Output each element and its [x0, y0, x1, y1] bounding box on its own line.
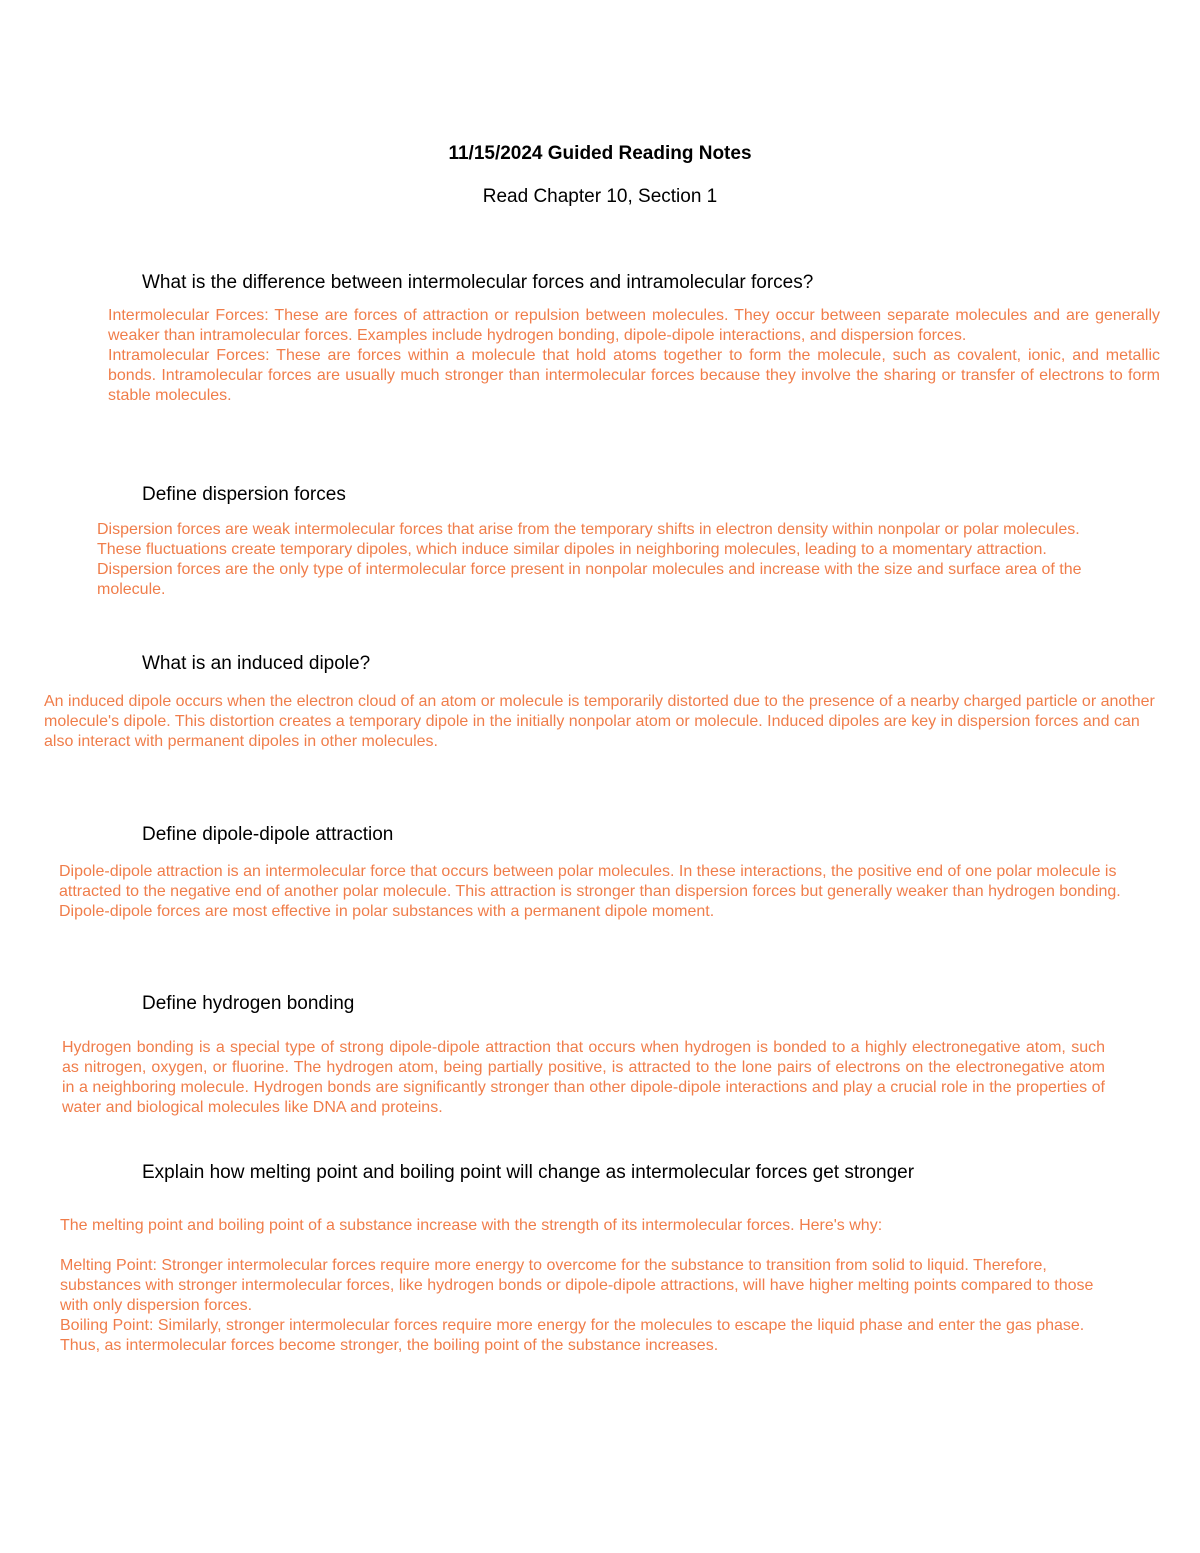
answer-1 — [108, 306, 1160, 406]
page-title: 11/15/2024 Guided Reading Notes — [448, 143, 752, 164]
answer-3-paragraph-1: An induced dipole occurs when the electron cloud of an atom or molecule is temporarily distorted due to the presence of a nearby charged particle or another molecule's dipole. This distortion creates a temporary dipole in the initially nonpolar atom or molecule. Induced dipoles are key in dispersion forces and can also interact with permanent dipoles in other molecules. — [44, 693, 1155, 750]
page-subtitle: Read Chapter 10, Section 1 — [482, 186, 718, 207]
question-1: What is the difference between intermolecular forces and intramolecular forces? — [142, 272, 814, 293]
question-5: Define hydrogen bonding — [142, 993, 355, 1014]
answer-5 — [62, 1038, 1105, 1118]
answer-6-paragraph-1: The melting point and boiling point of a substance increase with the strength of its intermolecular forces. Here's why: — [60, 1217, 883, 1234]
answer-6-paragraph-3: Boiling Point: Similarly, stronger intermolecular forces require more energy for the molecules to escape the liquid phase and enter the gas phase. Thus, as intermolecular forces become stronger, the boiling point of the substance increases. — [60, 1317, 1085, 1354]
answer-1-paragraph-1: Intermolecular Forces: These are forces of attraction or repulsion between molecules. They occur between separate molecules and are generally weaker than intramolecular forces. Examples include hydrogen bonding, dipole-dipole interactions, and dispersion forces. — [108, 307, 1160, 344]
question-4: Define dipole-dipole attraction — [142, 824, 394, 845]
question-3: What is an induced dipole? — [142, 653, 371, 674]
answer-5-paragraph-1: Hydrogen bonding is a special type of strong dipole-dipole attraction that occurs when hydrogen is bonded to a highly electronegative atom, such as nitrogen, oxygen, or fluorine. The hydrogen atom, being partially positive, is attracted to the lone pairs of electrons on the electronegative atom in a neighboring molecule. Hydrogen bonds are significantly stronger than other dipole-dipole interactions and play a crucial role in the properties of water and biological molecules like DNA and proteins. — [62, 1039, 1105, 1116]
answer-2-paragraph-1: Dispersion forces are weak intermolecular forces that arise from the temporary shifts in electron density within nonpolar or polar molecules. These fluctuations create temporary dipoles, which induce similar dipoles in neighboring molecules, leading to a momentary attraction. Dispersion forces are the only type of intermolecular force present in nonpolar molecules and increase with the size and surface area of the molecule. — [97, 521, 1082, 598]
answer-1-paragraph-2: Intramolecular Forces: These are forces within a molecule that hold atoms together to form the molecule, such as covalent, ionic, and metallic bonds. Intramolecular forces are usually much stronger than intermolecular forces because they involve the sharing or transfer of electrons to form stable molecules. — [108, 347, 1160, 404]
question-2: Define dispersion forces — [142, 484, 346, 505]
answer-6-paragraph-2: Melting Point: Stronger intermolecular forces require more energy to overcome for the substance to transition from solid to liquid. Therefore, substances with stronger intermolecular forces, like hydrogen bonds or dipole-dipole attractions, will have higher melting points compared to those with only dispersion forces. — [60, 1257, 1094, 1314]
answer-6 — [60, 1216, 1115, 1356]
answer-6-spacer — [60, 1236, 1115, 1256]
answer-4-paragraph-1: Dipole-dipole attraction is an intermolecular force that occurs between polar molecules. In these interactions, the positive end of one polar molecule is attracted to the negative end of another polar molecule. This attraction is stronger than dispersion forces but generally weaker than hydrogen bonding. Dipole-dipole forces are most effective in polar substances with a permanent dipole moment. — [59, 863, 1121, 920]
answer-2 — [97, 520, 1105, 600]
answer-3 — [44, 692, 1160, 752]
answer-4 — [59, 862, 1151, 922]
question-6: Explain how melting point and boiling point will change as intermolecular forces get stronger — [142, 1162, 915, 1183]
